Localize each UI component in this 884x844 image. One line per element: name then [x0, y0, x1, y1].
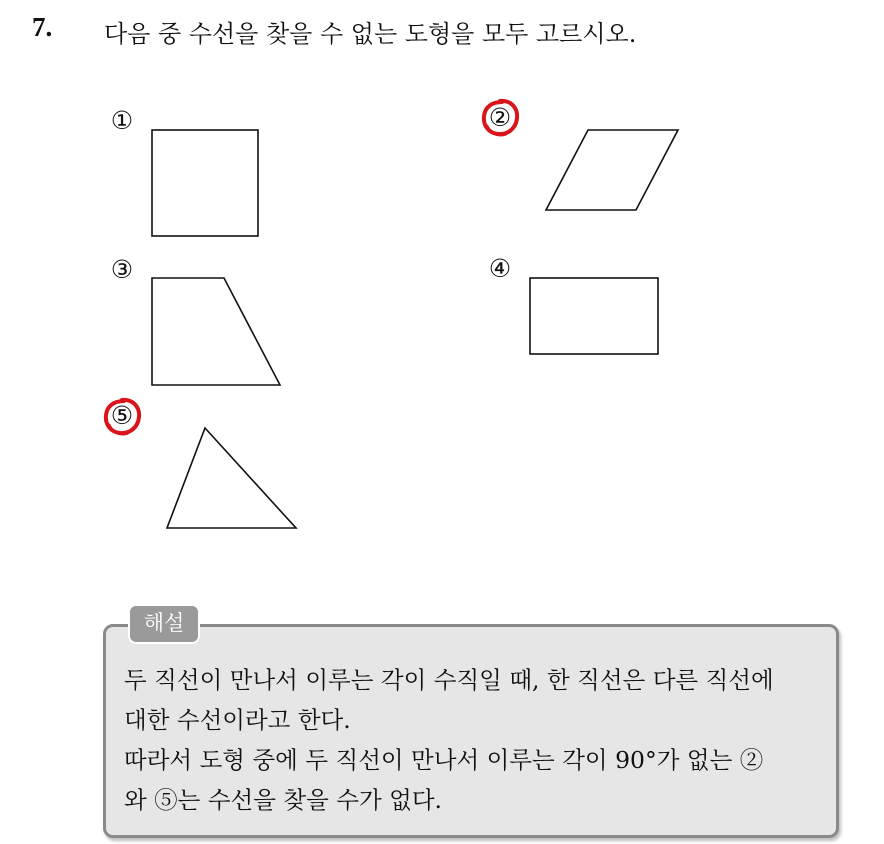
- choice-label-3[interactable]: ③: [110, 255, 134, 284]
- question-number: 7.: [32, 12, 53, 42]
- choice-label-4[interactable]: ④: [488, 254, 512, 283]
- square-shape: [152, 130, 258, 236]
- explanation-line: 두 직선이 만나서 이루는 각이 수직일 때, 한 직선은 다른 직선에: [124, 666, 774, 694]
- trapezoid-shape: [152, 278, 280, 385]
- explanation-line: 대한 수선이라고 한다.: [124, 706, 351, 734]
- question-text: 다음 중 수선을 찾을 수 없는 도형을 모두 고르시오.: [104, 20, 637, 48]
- choice-label-5[interactable]: ⑤: [110, 401, 134, 430]
- triangle-shape: [167, 428, 296, 528]
- explanation-text: [124, 660, 830, 820]
- choice-label-2[interactable]: ②: [488, 103, 512, 132]
- explanation-line: 따라서 도형 중에 두 직선이 만나서 이루는 각이 90°가 없는 ②: [124, 746, 764, 774]
- rectangle-shape: [530, 278, 658, 354]
- choice-label-1[interactable]: ①: [110, 106, 134, 135]
- parallelogram-shape: [546, 130, 678, 210]
- explanation-line: 와 ⑤는 수선을 찾을 수가 없다.: [124, 786, 443, 814]
- explanation-tag: 해설: [128, 604, 200, 644]
